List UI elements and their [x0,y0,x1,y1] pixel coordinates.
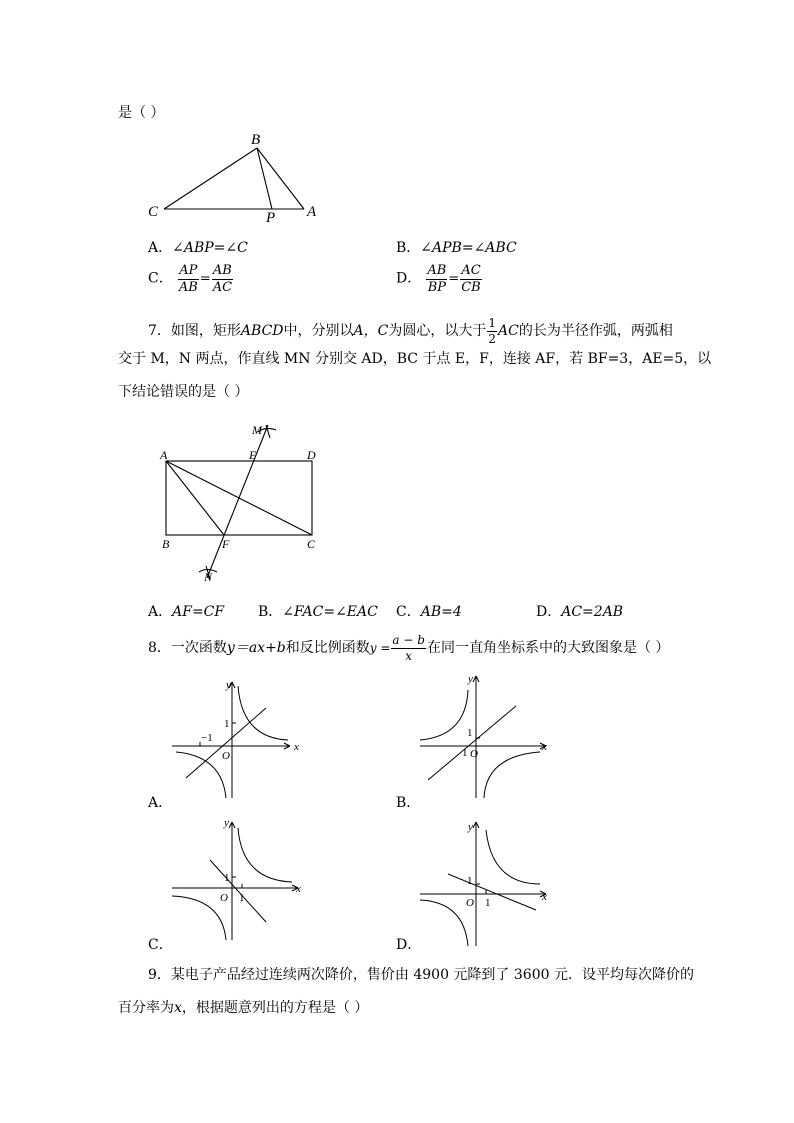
svg-text:y: y [226,679,231,691]
svg-text:x: x [296,883,301,895]
svg-text:1: 1 [467,727,473,739]
q7-label-c: C [307,537,316,551]
svg-text:O: O [466,897,474,909]
svg-text:y: y [224,817,229,829]
svg-text:1: 1 [467,875,473,887]
svg-text:y: y [468,821,473,833]
q8-graph-b-label: B． [396,795,421,811]
q8-stem: 8．一次函数y＝ax+b和反比例函数y = $\frac{a - b}{x}$ 在同一直角坐标系中的大致图象是（ ） [148,633,670,663]
q6-option-c[interactable]: C． $\frac{AP}{AB}$ = $\frac{AB}{AC}$ [148,263,233,295]
q7-label-d: D [307,448,316,462]
q7-label-a: A [160,448,168,462]
svg-text:−1: −1 [201,732,213,744]
q6-label-p: P [266,210,276,226]
q8-graph-a-label: A． [148,795,173,811]
q6-label-c: C [148,204,159,220]
q7-option-c[interactable]: C．AB=4 [396,604,462,620]
q6-label-a: A [307,204,317,220]
svg-text:1: 1 [485,897,491,909]
q8-graph-c-label: C． [148,937,173,953]
svg-text:1: 1 [239,892,245,904]
q7-label-m: M [252,423,262,437]
svg-text:O: O [222,750,230,762]
svg-text:x: x [294,741,299,753]
svg-text:x: x [542,741,547,753]
q6-option-d[interactable]: D． $\frac{AB}{BP}$ = $\frac{AC}{CB}$ [396,263,481,295]
q7-stem-line3: 下结论错误的是（ ） [118,384,249,400]
q7-label-b: B [162,537,170,551]
q7-label-n: N [204,570,213,584]
q7-option-a[interactable]: A．AF=CF [148,604,225,620]
svg-text:x: x [542,891,547,903]
q6-label-b: B [251,132,261,148]
q8-graph-d-label: D． [396,937,422,953]
q6-option-a[interactable]: A．∠ABP=∠C [148,240,248,256]
svg-text:1: 1 [462,747,468,759]
q7-label-f: F [222,537,230,551]
svg-text:O: O [220,892,228,904]
svg-text:1: 1 [224,718,230,730]
q9-stem-line2: 百分率为x，根据题意列出的方程是（ ） [118,1000,369,1016]
svg-text:O: O [470,748,478,760]
q6-option-b[interactable]: B．∠APB=∠ABC [396,240,517,256]
q7-stem-line2: 交于 M，N 两点，作直线 MN 分别交 AD，BC 于点 E，F，连接 AF，若 BF=3，AE=5，以 [118,351,712,367]
q7-option-b[interactable]: B．∠FAC=∠EAC [258,604,378,620]
q7-option-d[interactable]: D．AC=2AB [536,604,624,620]
q9-stem-line1: 9．某电子产品经过连续两次降价，售价由 4900 元降到了 3600 元．设平均每次降价的 [148,967,694,983]
svg-text:1: 1 [224,872,230,884]
q7-label-e: E [249,448,257,462]
svg-text:y: y [468,673,473,685]
q6-stem-tail: 是（ ） [118,105,165,121]
q7-stem-line1: 7．如图，矩形ABCD中，分别以A，C为圆心，以大于 $\frac{1}{2}$ AC的长为半径作弧，两弧相 [148,316,673,346]
